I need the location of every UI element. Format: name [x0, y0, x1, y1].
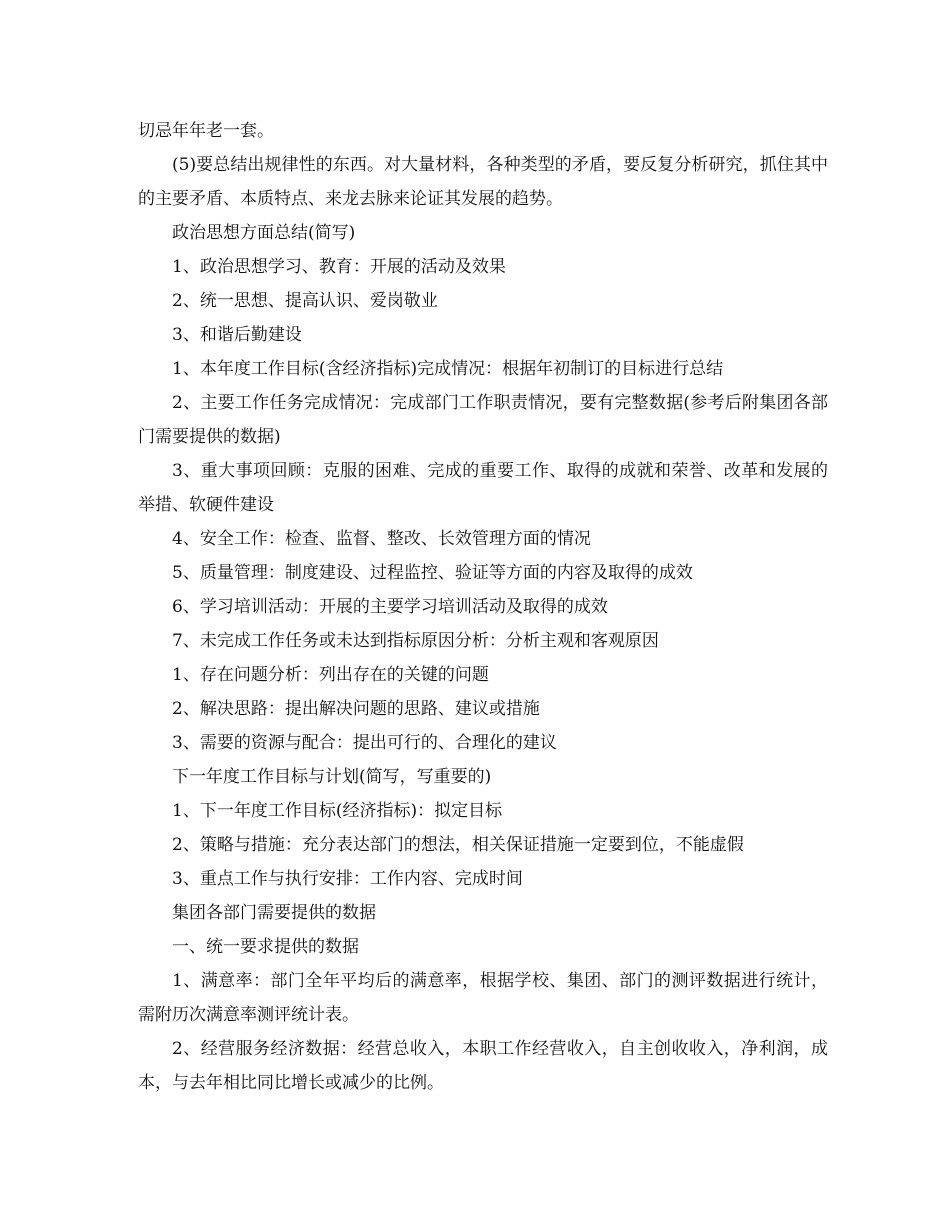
- list-item: 4、安全工作：检查、监督、整改、长效管理方面的情况: [172, 529, 591, 549]
- list-item: 3、和谐后勤建设: [172, 325, 302, 345]
- list-item: 1、存在问题分析：列出存在的关键的问题: [172, 665, 489, 685]
- paragraph: 切忌年年老一套。: [138, 121, 274, 141]
- subsection-heading: 一、统一要求提供的数据: [172, 937, 359, 957]
- list-item: 6、学习培训活动：开展的主要学习培训活动及取得的成效: [172, 597, 608, 617]
- list-item: 3、重点工作与执行安排：工作内容、完成时间: [172, 869, 523, 889]
- list-item: 7、未完成工作任务或未达到指标原因分析：分析主观和客观原因: [172, 631, 659, 651]
- list-item: 2、策略与措施：充分表达部门的想法，相关保证措施一定要到位，不能虚假: [172, 835, 744, 855]
- list-item: 1、下一年度工作目标(经济指标)：拟定目标: [172, 801, 503, 821]
- section-heading: 集团各部门需要提供的数据: [172, 903, 376, 923]
- list-item: 1、本年度工作目标(含经济指标)完成情况：根据年初制订的目标进行总结: [172, 359, 724, 379]
- paragraph: (5)要总结出规律性的东西。对大量材料，各种类型的矛盾，要反复分析研究，抓住其中的主要矛盾、本质特点、来龙去脉来论证其发展的趋势。: [138, 155, 828, 209]
- list-item: 5、质量管理：制度建设、过程监控、验证等方面的内容及取得的成效: [172, 563, 693, 583]
- section-heading: 下一年度工作目标与计划(简写，写重要的): [172, 767, 492, 787]
- document-body: [138, 114, 828, 1100]
- list-item: 2、经营服务经济数据：经营总收入，本职工作经营收入，自主创收收入，净利润，成本，与去年相比同比增长或减少的比例。: [138, 1039, 828, 1093]
- list-item: 3、重大事项回顾：克服的困难、完成的重要工作、取得的成就和荣誉、改革和发展的举措、软硬件建设: [138, 461, 828, 515]
- list-item: 1、政治思想学习、教育：开展的活动及效果: [172, 257, 506, 277]
- list-item: 2、解决思路：提出解决问题的思路、建议或措施: [172, 699, 540, 719]
- list-item: 2、主要工作任务完成情况：完成部门工作职责情况，要有完整数据(参考后附集团各部门需要提供的数据): [138, 393, 828, 447]
- list-item: 2、统一思想、提高认识、爱岗敬业: [172, 291, 438, 311]
- list-item: 1、满意率：部门全年平均后的满意率，根据学校、集团、部门的测评数据进行统计，需附历次满意率测评统计表。: [138, 971, 828, 1025]
- list-item: 3、需要的资源与配合：提出可行的、合理化的建议: [172, 733, 557, 753]
- section-heading: 政治思想方面总结(简写): [172, 223, 356, 243]
